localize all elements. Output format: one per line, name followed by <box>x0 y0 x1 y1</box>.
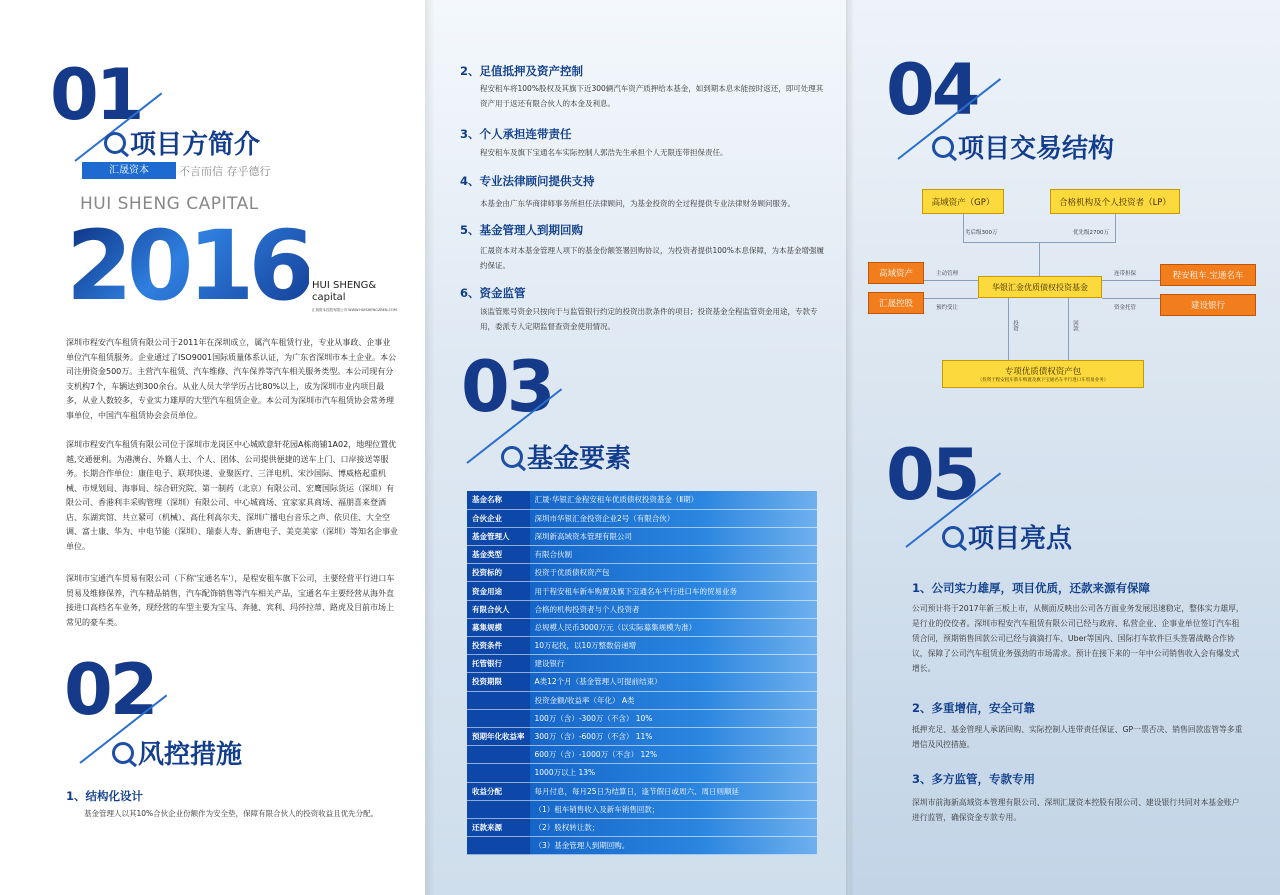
table-row <box>467 691 817 709</box>
table-value-cell: 300万（含）-600万（不含） 11% <box>530 727 818 745</box>
asset-package-title: 专项优质债权资产包 <box>1004 367 1082 377</box>
table-key-cell: 有限合伙人 <box>467 600 530 618</box>
table-key-cell <box>467 709 530 727</box>
table-row <box>467 509 817 527</box>
risk-item-text: 本基金由广东华商律师事务所担任法律顾问，为基金投资的全过程提供专业法律财务顾问服务。 <box>480 199 795 208</box>
right-box-2: 建设银行 <box>1160 294 1256 316</box>
table-key-cell: 合伙企业 <box>467 509 530 527</box>
section-number-05: 05 <box>886 434 978 516</box>
highlight-text: 抵押充足、基金管理人承诺回购、实际控制人连带责任保证、GP一票否决、销售回款监管等多重增信及风控措施。 <box>912 725 1243 749</box>
table-value-cell: （1）租车销售收入及新车销售回款； <box>530 800 818 818</box>
table-value-cell: 600万（含）-1000万（不含） 12% <box>530 746 818 764</box>
gp-box: 高域资产（GP） <box>922 189 1004 214</box>
table-row <box>467 618 817 636</box>
table-key-cell: 收益分配 <box>467 782 530 800</box>
highlight-heading: 3、多方监管，专款专用 <box>912 772 1036 786</box>
table-key-cell: 还款来源 <box>467 818 530 836</box>
flow-label: 预约受让 <box>936 305 959 311</box>
q-logo-icon <box>942 526 964 548</box>
table-value-cell: 建设银行 <box>530 655 818 673</box>
panel-right <box>850 0 1280 895</box>
table-value-cell: （2）股权转让款； <box>530 818 818 836</box>
highlight-heading: 1、公司实力雄厚，项目优质，还款来源有保障 <box>912 581 1150 595</box>
asset-package-sub: （投资于程安租车新车购置及旗下宝通名车平行进口车贸易业务） <box>977 378 1109 383</box>
q-logo-icon <box>104 132 126 154</box>
table-row <box>467 746 817 764</box>
flow-label: 投资 <box>1012 320 1018 331</box>
page-fold <box>425 0 435 895</box>
table-key-cell: 托管银行 <box>467 655 530 673</box>
table-key-cell: 基金管理人 <box>467 527 530 545</box>
connector-line <box>963 214 964 242</box>
page-fold <box>846 0 854 895</box>
highlight-text: 深圳市前海新高域资本管理有限公司、深圳汇晟资本控股有限公司、建设银行共同对本基金账户进行监管，确保资金专款专用。 <box>912 798 1240 822</box>
table-value-cell: 每月付息，每月25日为结算日，逢节假日或周六、周日则顺延 <box>530 782 818 800</box>
risk-item-heading: 5、基金管理人到期回购 <box>460 223 584 237</box>
connector-line <box>1039 242 1040 276</box>
right-box-1: 程安租车.宝通名车 <box>1160 264 1256 286</box>
table-row <box>467 655 817 673</box>
risk-item-text: 基金管理人以其10%合伙企业份额作为安全垫，保障有限合伙人的投资收益且优先分配。 <box>84 809 379 818</box>
table-value-cell: 有限合伙制 <box>530 546 818 564</box>
table-key-cell <box>467 800 530 818</box>
year-caption: HUI SHENG& capital <box>312 280 377 303</box>
table-key-cell: 预期年化收益率 <box>467 727 530 745</box>
flow-label: 回款 <box>1072 320 1078 331</box>
table-key-cell <box>467 764 530 782</box>
connector-line <box>924 280 978 281</box>
table-key-cell: 投资期限 <box>467 673 530 691</box>
table-value-cell: 投资金额/收益率（年化） A类 <box>530 691 818 709</box>
year-small-text: 汇晟资本控股有限公司 WWW.HUISHENGZBEN.COM <box>312 308 397 312</box>
table-key-cell: 资金用途 <box>467 582 530 600</box>
table-row <box>467 782 817 800</box>
table-row <box>467 709 817 727</box>
connector-line <box>1102 298 1160 299</box>
section-title-05: 项目亮点 <box>942 518 1072 555</box>
risk-item-heading: 1、结构化设计 <box>66 789 144 803</box>
table-key-cell: 募集规模 <box>467 618 530 636</box>
section-title-04: 项目交易结构 <box>932 128 1114 165</box>
table-value-cell: 深圳新高域资本管理有限公司 <box>530 527 818 545</box>
table-key-cell <box>467 837 530 855</box>
intro-paragraph-1: 深圳市程安汽车租赁有限公司于2011年在深圳成立，属汽车租赁行业，专业从事政、企事业单位汽车租赁服务。企业通过了ISO9001国际质量体系认证，为广东省深圳市本土企业。本公司注册资金500万。主营汽车租赁、汽车维修、汽车保养等汽车相关服务类型。本公司现有分支机构7个，车辆达到300余台。从业人员大学学历占比80%以上，成为深圳市业内项目最多，从业人数较多，专业实力雄厚的大型汽车租赁企业。本公司为深圳市汽车租赁协会常务理事单位，中国汽车租赁协会会员单位。 <box>66 338 397 420</box>
table-row <box>467 837 817 855</box>
intro-paragraph-3: 深圳市宝通汽车贸易有限公司（下称'宝通名车'），是程安租车旗下公司，主要经营平行进口车贸易及维修保养，汽车精品销售，汽车配饰销售等汽车相关产品，宝通名车主要经营从海外直接进口高档名车业务，现经营的车型主要为宝马、奔驰、宾利、玛莎拉蒂、路虎及目前市场上常见的豪车类。 <box>66 574 395 627</box>
table-value-cell: 1000万以上 13% <box>530 764 818 782</box>
flow-label: 优先级2700万 <box>1073 230 1109 236</box>
lp-box: 合格机构及个人投资者（LP） <box>1050 189 1180 214</box>
connector-line <box>1008 298 1009 360</box>
q-logo-icon <box>112 742 134 764</box>
brand-english: HUI SHENG CAPITAL <box>80 194 259 214</box>
q-logo-icon <box>932 136 954 158</box>
table-row <box>467 764 817 782</box>
connector-line <box>1115 214 1116 242</box>
table-key-cell: 基金名称 <box>467 491 530 509</box>
table-value-cell: 投资于优质债权资产包 <box>530 564 818 582</box>
table-key-cell: 基金类型 <box>467 546 530 564</box>
q-logo-icon <box>501 446 523 468</box>
table-value-cell: 10万起投，以10万整数倍递增 <box>530 637 818 655</box>
highlight-text: 公司预计将于2017年新三板上市，从侧面反映出公司各方面业务发展迅速稳定，整体实力雄厚，是行业的佼佼者。深圳市程安汽车租赁有限公司已经与政府、私营企业、企事业单位签订汽车租赁合同，预期销售回款公司已经与滴滴打车、Uber等国内、国际打车软件巨头签署战略合作协议，保障了公司汽车租赁业务强劲的市场需求。预计在接下来的一年中公司销售收入会有爆发式增长。 <box>912 604 1244 673</box>
intro-paragraph-2: 深圳市程安汽车租赁有限公司位于深圳市龙岗区中心城欧意轩花园A栋商铺1A02，地理位置优越,交通便利。为港澳台、外籍人士、个人、团体、公司提供便捷的送车上门、口岸接送等服务。长期合作单位：康佳电子、联邦快递、业聚医疗、三洋电机、宋沙国际、博威格起重机械、市规划局、海事局、综合研究院、第一制药（北京）有限公司、宏鹰国际货运（深圳）有限公司、香港利丰采购管理（深圳）有限公司、中心城商场、宜家家具商场、福朋喜来登酒店、东湖宾馆、共立紧可（机械）、高仕利高尔夫、深圳广播电台音乐之声、依贝佳、大全空调、富士康、华为、中电节能（深圳）、瑞泰人寿、新唐电子、美克美家（深圳）等知名企事业单位。 <box>66 440 398 551</box>
risk-item-heading: 6、资金监管 <box>460 286 526 300</box>
table-value-cell: A类12个月（基金管理人可提前结束） <box>530 673 818 691</box>
brand-slogan: 不言而信 存乎德行 <box>179 165 271 178</box>
table-value-cell: 100万（含）-300万（不含） 10% <box>530 709 818 727</box>
flow-label: 资金托管 <box>1114 305 1137 311</box>
section-number-04: 04 <box>886 49 978 131</box>
table-key-cell: 投资标的 <box>467 564 530 582</box>
table-row <box>467 564 817 582</box>
section-number-01: 01 <box>50 54 142 136</box>
table-value-cell: 深圳市华银汇金投资企业2号（有限合伙） <box>530 509 818 527</box>
highlight-heading: 2、多重增信，安全可靠 <box>912 701 1036 715</box>
year-graphic: 2016 <box>66 210 310 322</box>
table-row <box>467 600 817 618</box>
table-value-cell: 汇晟·华银汇金程安租车优质债权投资基金（Ⅱ期） <box>530 491 818 509</box>
risk-item-heading: 3、个人承担连带责任 <box>460 127 572 141</box>
connector-line <box>1102 280 1160 281</box>
table-key-cell <box>467 691 530 709</box>
brand-badge: 汇晟资本 <box>82 162 176 179</box>
table-row <box>467 673 817 691</box>
risk-item-text: 程安租车将100%股权及其旗下近300辆汽车资产质押给本基金，如到期本息未能按时返还，即可处理其资产用于返还有限合伙人的本金及利息。 <box>480 84 824 108</box>
risk-item-text: 汇晟资本对本基金管理人项下的基金份额签署回购协议，为投资者提供100%本息保障，为本基金增强履约保证。 <box>480 246 824 270</box>
left-box-2: 汇晟控股 <box>868 292 924 314</box>
section-number-02: 02 <box>64 649 156 731</box>
table-value-cell: 用于程安租车新车购置及旗下宝通名车平行进口车的贸易业务 <box>530 582 818 600</box>
panel-left <box>0 0 425 895</box>
asset-package-box <box>942 360 1144 388</box>
table-row <box>467 546 817 564</box>
connector-line <box>1068 298 1069 360</box>
risk-item-text: 程安租车及旗下宝通名车实际控制人郭浩先生承担个人无限连带担保责任。 <box>480 148 728 157</box>
table-row <box>467 800 817 818</box>
left-box-1: 高域资产 <box>868 262 924 284</box>
risk-item-heading: 2、足值抵押及资产控制 <box>460 64 584 78</box>
connector-line <box>924 298 978 299</box>
table-value-cell: 总规模人民币3000万元（以实际募集规模为准） <box>530 618 818 636</box>
section-number-03: 03 <box>461 346 553 428</box>
table-row <box>467 527 817 545</box>
table-row <box>467 637 817 655</box>
flow-label: 主动管理 <box>936 271 959 277</box>
flow-label: 劣后级300万 <box>965 230 998 236</box>
table-value-cell: 合格的机构投资者与个人投资者 <box>530 600 818 618</box>
flow-label: 连带担保 <box>1114 271 1137 277</box>
table-row <box>467 818 817 836</box>
table-key-cell: 投资条件 <box>467 637 530 655</box>
section-title-01: 项目方简介 <box>104 124 260 161</box>
section-title-03: 基金要素 <box>501 438 631 475</box>
risk-item-heading: 4、专业法律顾问提供支持 <box>460 174 595 188</box>
section-title-02: 风控措施 <box>112 734 242 771</box>
fund-elements-table <box>467 491 817 855</box>
table-row <box>467 727 817 745</box>
risk-item-text: 该监管账号资金只按向于与监管银行约定的投资出款条件的项目；投资基金全程监管资金用途，专款专用，委派专人定期监督查资金使用情况。 <box>480 307 818 331</box>
table-key-cell <box>467 746 530 764</box>
table-row <box>467 491 817 509</box>
table-value-cell: （3）基金管理人到期回购。 <box>530 837 818 855</box>
fund-box: 华银汇金优质债权投资基金 <box>978 276 1102 298</box>
table-row <box>467 582 817 600</box>
